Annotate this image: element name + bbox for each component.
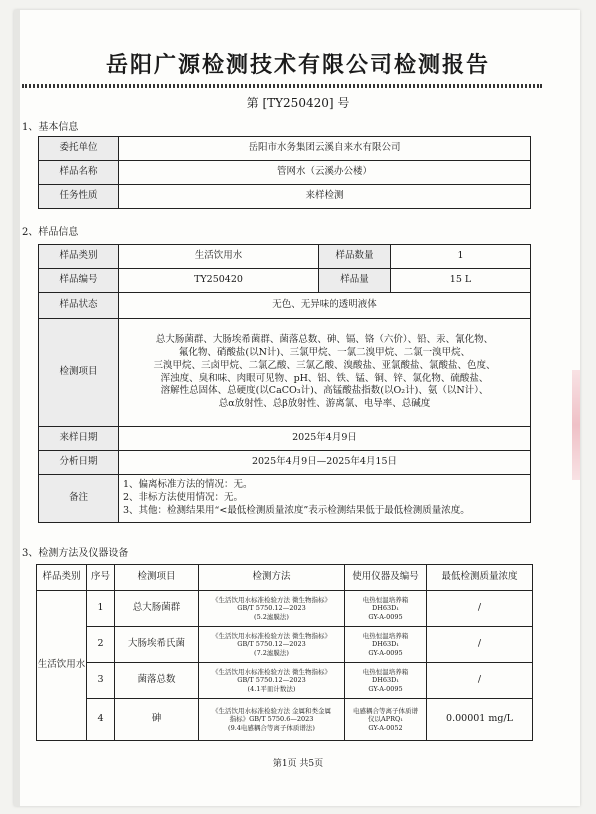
instrument-line: DH63D₁	[372, 604, 399, 613]
test-items-line: 氟化物、硝酸盐(以N计)、三氯甲烷、一氯二溴甲烷、二氯一溴甲烷、	[178, 346, 471, 358]
header-limit: 最低检测质量浓度	[427, 565, 533, 591]
sample-amount-label: 样品量	[319, 269, 391, 293]
header-method: 检测方法	[199, 565, 345, 591]
basic-row-task	[39, 185, 531, 209]
method-standard	[199, 699, 345, 741]
instrument-line: GY-A-0095	[368, 612, 403, 621]
instrument-line: 仪以APRQ₁	[368, 715, 403, 724]
instrument-line: GY-A-0052	[368, 723, 403, 732]
title-divider	[22, 84, 542, 88]
analysis-date-value: 2025年4月9日—2025年4月15日	[119, 451, 531, 475]
sample-row-analysis	[39, 451, 531, 475]
sample-info-table	[38, 244, 531, 523]
test-items-value	[119, 319, 531, 427]
sample-row-received	[39, 427, 531, 451]
remarks-value	[119, 475, 531, 523]
report-number: 第 [TY250420] 号	[246, 96, 350, 110]
method-instrument	[345, 627, 427, 663]
method-row	[37, 591, 533, 627]
sample-type-value: 生活饮用水	[119, 245, 319, 269]
header-no: 序号	[87, 565, 115, 591]
instrument-line: 电热恒温培养箱	[362, 667, 409, 676]
test-items-label: 检测项目	[39, 319, 119, 427]
method-standard	[199, 591, 345, 627]
method-standard-line: (7.2滤膜法)	[254, 648, 289, 657]
method-standard-line: GB/T 5750.12—2023	[237, 604, 306, 613]
section-basic-title: 1、基本信息	[22, 122, 79, 133]
sample-state-label: 样品状态	[39, 293, 119, 319]
report-title: 岳阳广源检测技术有限公司检测报告	[105, 53, 490, 78]
sample-no-value: TY250420	[119, 269, 319, 293]
sample-no-label: 样品编号	[39, 269, 119, 293]
header-instrument: 使用仪器及编号	[345, 565, 427, 591]
sample-amount-value: 15 L	[391, 269, 531, 293]
client-label: 委托单位	[39, 137, 119, 161]
method-standard-line: GB/T 5750.12—2023	[237, 640, 306, 649]
header-category: 样品类别	[37, 565, 87, 591]
method-limit: 0.00001 mg/L	[427, 699, 533, 741]
task-label: 任务性质	[39, 185, 119, 209]
section-methods-title: 3、检测方法及仪器设备	[22, 548, 129, 559]
method-standard-line: 《生活饮用水标准检验方法 金属和类金属	[211, 706, 332, 715]
basic-row-client	[39, 137, 531, 161]
sample-name-label: 样品名称	[39, 161, 119, 185]
category-cell: 生活饮用水	[37, 591, 87, 741]
remark-line: 2、非标方法使用情况：无。	[123, 492, 244, 504]
received-date-label: 来样日期	[39, 427, 119, 451]
method-row	[37, 627, 533, 663]
methods-table	[36, 564, 533, 741]
sample-row-type	[39, 245, 531, 269]
instrument-line: 电热恒温培养箱	[362, 595, 409, 604]
method-no: 3	[87, 663, 115, 699]
instrument-line: GY-A-0095	[368, 648, 403, 657]
sample-state-value: 无色、无异味的透明液体	[119, 293, 531, 319]
method-standard-line: (4.1平皿计数法)	[247, 684, 296, 693]
method-item: 总大肠菌群	[115, 591, 199, 627]
page-edge	[14, 10, 20, 806]
instrument-line: 电热恒温培养箱	[362, 631, 409, 640]
test-items-line: 三溴甲烷、三卤甲烷、二氯乙酸、三氯乙酸、溴酸盐、亚氯酸盐、氯酸盐、色度、	[153, 359, 496, 371]
method-no: 4	[87, 699, 115, 741]
method-limit: /	[427, 591, 533, 627]
method-limit: /	[427, 627, 533, 663]
test-items-line: 总α放射性、总β放射性、游离氯、电导率、总碱度	[218, 398, 431, 410]
method-limit: /	[427, 663, 533, 699]
method-instrument	[345, 663, 427, 699]
instrument-line: DH63D₁	[372, 640, 399, 649]
method-row	[37, 699, 533, 741]
method-no: 1	[87, 591, 115, 627]
basic-info-table	[38, 136, 531, 209]
method-standard-line: GB/T 5750.12—2023	[237, 676, 306, 685]
instrument-line: 电感耦合等离子体质谱	[353, 706, 418, 715]
method-row	[37, 663, 533, 699]
method-instrument	[345, 699, 427, 741]
method-standard-line: 《生活饮用水标准检验方法 微生物指标》	[211, 631, 332, 640]
sample-row-remarks	[39, 475, 531, 523]
basic-row-sample-name	[39, 161, 531, 185]
header-item: 检测项目	[115, 565, 199, 591]
method-standard	[199, 663, 345, 699]
method-item: 大肠埃希氏菌	[115, 627, 199, 663]
sample-type-label: 样品类别	[39, 245, 119, 269]
method-item: 菌落总数	[115, 663, 199, 699]
seal-edge-mark	[572, 370, 580, 480]
remarks-label: 备注	[39, 475, 119, 523]
method-standard-line: (5.2滤膜法)	[254, 612, 289, 621]
analysis-date-label: 分析日期	[39, 451, 119, 475]
method-item: 砷	[115, 699, 199, 741]
method-standard-line: 《生活饮用水标准检验方法 微生物指标》	[211, 595, 332, 604]
method-instrument	[345, 591, 427, 627]
test-items-line: 总大肠菌群、大肠埃希菌群、菌落总数、砷、镉、铬（六价）、铅、汞、氰化物、	[155, 334, 494, 346]
sample-qty-label: 样品数量	[319, 245, 391, 269]
method-standard-line: (9.4电感耦合等离子体质谱法)	[228, 723, 315, 732]
instrument-line: DH63D₁	[372, 676, 399, 685]
sample-name-value: 管网水（云溪办公楼）	[119, 161, 531, 185]
section-sample-title: 2、样品信息	[22, 227, 79, 238]
remark-line: 3、其他：检测结果用“<最低检测质量浓度”表示检测结果低于最低检测质量浓度。	[123, 504, 470, 516]
sample-row-state	[39, 293, 531, 319]
method-standard-line: 《生活饮用水标准检验方法 微生物指标》	[211, 667, 332, 676]
received-date-value: 2025年4月9日	[119, 427, 531, 451]
method-standard	[199, 627, 345, 663]
sample-row-items	[39, 319, 531, 427]
sample-qty-value: 1	[391, 245, 531, 269]
instrument-line: GY-A-0095	[368, 684, 403, 693]
task-value: 来样检测	[119, 185, 531, 209]
page-number: 第1页 共5页	[272, 759, 324, 769]
remark-line: 1、偏离标准方法的情况：无。	[123, 479, 253, 491]
method-no: 2	[87, 627, 115, 663]
test-items-line: 浑浊度、臭和味、肉眼可见物、pH、铝、铁、锰、铜、锌、氯化物、硫酸盐、	[160, 372, 489, 384]
test-items-line: 溶解性总固体、总硬度(以CaCO₃计)、高锰酸盐指数(以O₂计)、氨（以N计）、	[160, 385, 489, 397]
method-standard-line: 指标》GB/T 5750.6—2023	[229, 715, 314, 724]
client-value: 岳阳市水务集团云溪自来水有限公司	[119, 137, 531, 161]
sample-row-no	[39, 269, 531, 293]
methods-header-row	[37, 565, 533, 591]
